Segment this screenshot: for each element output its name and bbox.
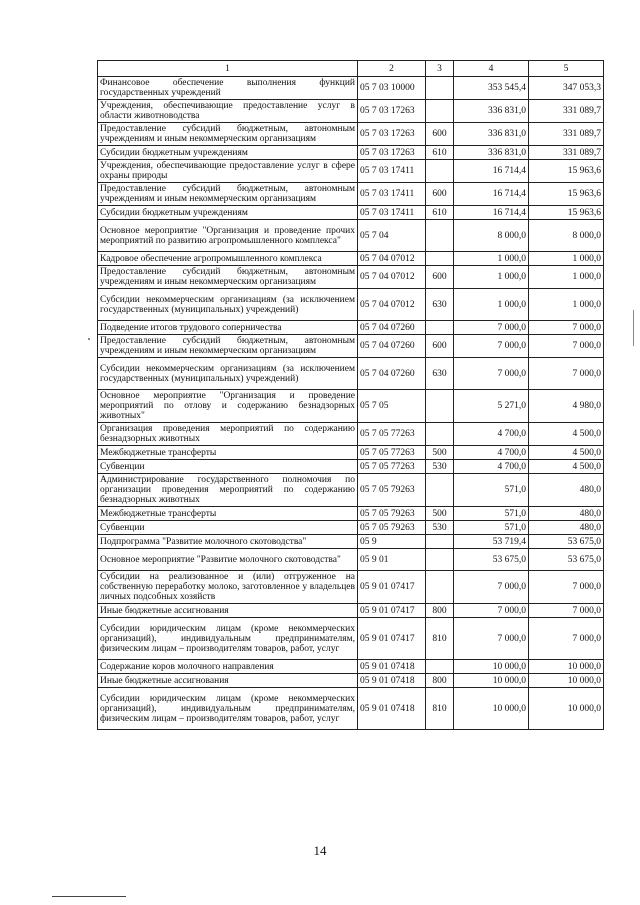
row-name: Учреждения, обеспечивающие предоставление услуг в области животноводства bbox=[98, 100, 358, 123]
row-value-2022: 7 000,0 bbox=[529, 358, 604, 390]
row-name: Субсидии бюджетным учреждениям bbox=[98, 146, 358, 160]
row-value-2021: 7 000,0 bbox=[454, 321, 529, 335]
row-code: 05 9 01 07417 bbox=[358, 604, 426, 618]
row-name: Основное мероприятие "Организация и проведение мероприятий по отлову и содержанию безнадзорных животных" bbox=[98, 390, 358, 423]
row-value-2021: 7 000,0 bbox=[454, 604, 529, 618]
row-name: Межбюджетные трансферты bbox=[98, 446, 358, 460]
row-value-2022: 8 000,0 bbox=[529, 220, 604, 252]
row-value-2021: 4 700,0 bbox=[454, 460, 529, 474]
table-row bbox=[98, 123, 604, 146]
row-value-2022: 7 000,0 bbox=[529, 571, 604, 604]
row-value-2022: 331 089,7 bbox=[529, 146, 604, 160]
table-row bbox=[98, 100, 604, 123]
row-code: 05 7 05 79263 bbox=[358, 474, 426, 507]
row-value-2021: 336 831,0 bbox=[454, 100, 529, 123]
row-value-2021: 16 714,4 bbox=[454, 206, 529, 220]
table-row bbox=[98, 507, 604, 521]
row-name: Организация проведения мероприятий по содержанию безнадзорных животных bbox=[98, 423, 358, 446]
row-code: 05 9 01 07418 bbox=[358, 688, 426, 730]
row-value-2022: 331 089,7 bbox=[529, 123, 604, 146]
row-name: Субсидии юридическим лицам (кроме некоммерческих организаций), индивидуальным предпринимателям, физическим лицам – производителям товаров, работ, услуг bbox=[98, 618, 358, 660]
row-name: Предоставление субсидий бюджетным, автономным учреждениям и иным некоммерческим организациям bbox=[98, 183, 358, 206]
row-value-2021: 53 675,0 bbox=[454, 549, 529, 571]
table-row bbox=[98, 660, 604, 674]
row-code: 05 7 05 77263 bbox=[358, 460, 426, 474]
row-name: Субсидии бюджетным учреждениям bbox=[98, 206, 358, 220]
header-col-4: 4 bbox=[454, 61, 529, 77]
table-row bbox=[98, 252, 604, 266]
row-code: 05 9 01 07417 bbox=[358, 571, 426, 604]
table-row bbox=[98, 289, 604, 321]
row-expense-type bbox=[426, 220, 454, 252]
row-code: 05 9 01 bbox=[358, 549, 426, 571]
row-code: 05 9 01 07418 bbox=[358, 674, 426, 688]
row-code: 05 9 01 07417 bbox=[358, 618, 426, 660]
table-row bbox=[98, 521, 604, 535]
row-code: 05 7 05 79263 bbox=[358, 507, 426, 521]
row-expense-type: 800 bbox=[426, 674, 454, 688]
row-value-2021: 1 000,0 bbox=[454, 266, 529, 289]
table-row bbox=[98, 571, 604, 604]
row-code: 05 7 05 79263 bbox=[358, 521, 426, 535]
row-name: Межбюджетные трансферты bbox=[98, 507, 358, 521]
row-value-2022: 4 980,0 bbox=[529, 390, 604, 423]
row-value-2022: 4 500,0 bbox=[529, 460, 604, 474]
row-value-2021: 7 000,0 bbox=[454, 571, 529, 604]
row-code: 05 7 03 17411 bbox=[358, 160, 426, 183]
row-code: 05 7 04 07012 bbox=[358, 252, 426, 266]
row-value-2022: 1 000,0 bbox=[529, 289, 604, 321]
table-row bbox=[98, 549, 604, 571]
row-code: 05 7 05 77263 bbox=[358, 446, 426, 460]
row-value-2021: 1 000,0 bbox=[454, 289, 529, 321]
row-expense-type bbox=[426, 160, 454, 183]
table-row bbox=[98, 446, 604, 460]
table-header-row bbox=[98, 61, 604, 77]
header-col-5: 5 bbox=[529, 61, 604, 77]
row-code: 05 7 04 07260 bbox=[358, 358, 426, 390]
row-code: 05 7 03 17411 bbox=[358, 206, 426, 220]
row-expense-type: 800 bbox=[426, 604, 454, 618]
row-value-2022: 53 675,0 bbox=[529, 535, 604, 549]
row-value-2021: 4 700,0 bbox=[454, 423, 529, 446]
row-value-2022: 7 000,0 bbox=[529, 604, 604, 618]
row-value-2021: 16 714,4 bbox=[454, 160, 529, 183]
table-row bbox=[98, 460, 604, 474]
row-expense-type bbox=[426, 423, 454, 446]
row-expense-type bbox=[426, 390, 454, 423]
table-row bbox=[98, 160, 604, 183]
row-expense-type: 610 bbox=[426, 206, 454, 220]
row-value-2022: 1 000,0 bbox=[529, 266, 604, 289]
row-value-2022: 480,0 bbox=[529, 521, 604, 535]
row-expense-type bbox=[426, 549, 454, 571]
row-name: Подведение итогов трудового соперничества bbox=[98, 321, 358, 335]
row-name: Предоставление субсидий бюджетным, автономным учреждениям и иным некоммерческим организациям bbox=[98, 123, 358, 146]
row-expense-type bbox=[426, 77, 454, 100]
row-value-2021: 336 831,0 bbox=[454, 146, 529, 160]
row-expense-type bbox=[426, 571, 454, 604]
row-value-2022: 10 000,0 bbox=[529, 674, 604, 688]
row-value-2022: 331 089,7 bbox=[529, 100, 604, 123]
row-value-2022: 10 000,0 bbox=[529, 660, 604, 674]
footer-rule bbox=[52, 896, 126, 897]
row-code: 05 7 04 bbox=[358, 220, 426, 252]
row-value-2021: 336 831,0 bbox=[454, 123, 529, 146]
row-expense-type: 600 bbox=[426, 123, 454, 146]
row-value-2021: 1 000,0 bbox=[454, 252, 529, 266]
row-value-2021: 10 000,0 bbox=[454, 660, 529, 674]
table-row bbox=[98, 335, 604, 358]
row-code: 05 7 05 77263 bbox=[358, 423, 426, 446]
row-value-2021: 4 700,0 bbox=[454, 446, 529, 460]
row-code: 05 7 03 10000 bbox=[358, 77, 426, 100]
row-name: Субвенции bbox=[98, 460, 358, 474]
row-expense-type: 600 bbox=[426, 266, 454, 289]
row-expense-type: 500 bbox=[426, 507, 454, 521]
row-name: Основное мероприятие "Развитие молочного скотоводства" bbox=[98, 549, 358, 571]
row-code: 05 7 05 bbox=[358, 390, 426, 423]
scan-dot bbox=[88, 338, 90, 340]
row-value-2021: 7 000,0 bbox=[454, 335, 529, 358]
row-name: Иные бюджетные ассигнования bbox=[98, 674, 358, 688]
row-value-2021: 571,0 bbox=[454, 521, 529, 535]
row-expense-type: 630 bbox=[426, 358, 454, 390]
row-name: Содержание коров молочного направления bbox=[98, 660, 358, 674]
table-row bbox=[98, 77, 604, 100]
row-expense-type: 610 bbox=[426, 146, 454, 160]
row-name: Основное мероприятие "Организация и проведение прочих мероприятий по развитию агропромышленного комплекса" bbox=[98, 220, 358, 252]
row-value-2021: 7 000,0 bbox=[454, 618, 529, 660]
row-code: 05 7 04 07012 bbox=[358, 289, 426, 321]
row-expense-type bbox=[426, 474, 454, 507]
table-row bbox=[98, 535, 604, 549]
table-row bbox=[98, 321, 604, 335]
table-row bbox=[98, 423, 604, 446]
row-value-2021: 571,0 bbox=[454, 474, 529, 507]
row-value-2022: 480,0 bbox=[529, 474, 604, 507]
row-name: Администрирование государственного полномочия по организации проведения мероприятий по содержанию безнадзорных животных bbox=[98, 474, 358, 507]
row-value-2021: 353 545,4 bbox=[454, 77, 529, 100]
row-value-2022: 480,0 bbox=[529, 507, 604, 521]
row-code: 05 9 bbox=[358, 535, 426, 549]
row-code: 05 9 01 07418 bbox=[358, 660, 426, 674]
row-name: Субсидии на реализованное и (или) отгруженное на собственную переработку молоко, заготовленное у владельцев личных подсобных хозяйств bbox=[98, 571, 358, 604]
row-value-2022: 10 000,0 bbox=[529, 688, 604, 730]
row-expense-type: 630 bbox=[426, 289, 454, 321]
row-value-2022: 7 000,0 bbox=[529, 321, 604, 335]
row-value-2022: 7 000,0 bbox=[529, 335, 604, 358]
row-name: Субсидии некоммерческим организациям (за исключением государственных (муниципальных) учреждений) bbox=[98, 289, 358, 321]
table-row bbox=[98, 390, 604, 423]
row-value-2022: 15 963,6 bbox=[529, 160, 604, 183]
row-name: Субсидии юридическим лицам (кроме некоммерческих организаций), индивидуальным предпринимателям, физическим лицам – производителям товаров, работ, услуг bbox=[98, 688, 358, 730]
row-name: Субсидии некоммерческим организациям (за исключением государственных (муниципальных) учреждений) bbox=[98, 358, 358, 390]
row-code: 05 7 04 07012 bbox=[358, 266, 426, 289]
header-col-3: 3 bbox=[426, 61, 454, 77]
row-value-2022: 1 000,0 bbox=[529, 252, 604, 266]
table-row bbox=[98, 146, 604, 160]
table-row bbox=[98, 220, 604, 252]
row-expense-type bbox=[426, 660, 454, 674]
row-value-2021: 53 719,4 bbox=[454, 535, 529, 549]
table-row bbox=[98, 604, 604, 618]
row-expense-type: 600 bbox=[426, 335, 454, 358]
row-name: Учреждения, обеспечивающие предоставление услуг в сфере охраны природы bbox=[98, 160, 358, 183]
row-name: Финансовое обеспечение выполнения функций государственных учреждений bbox=[98, 77, 358, 100]
row-value-2021: 16 714,4 bbox=[454, 183, 529, 206]
row-name: Субвенции bbox=[98, 521, 358, 535]
row-name: Предоставление субсидий бюджетным, автономным учреждениям и иным некоммерческим организациям bbox=[98, 335, 358, 358]
row-code: 05 7 03 17263 bbox=[358, 123, 426, 146]
row-code: 05 7 03 17263 bbox=[358, 146, 426, 160]
table-row bbox=[98, 474, 604, 507]
table-row bbox=[98, 618, 604, 660]
row-code: 05 7 04 07260 bbox=[358, 321, 426, 335]
budget-table-body bbox=[98, 61, 604, 730]
row-name: Подпрограмма "Развитие молочного скотоводства" bbox=[98, 535, 358, 549]
row-value-2022: 347 053,3 bbox=[529, 77, 604, 100]
row-value-2022: 4 500,0 bbox=[529, 446, 604, 460]
budget-table bbox=[97, 60, 604, 730]
row-value-2022: 4 500,0 bbox=[529, 423, 604, 446]
row-value-2021: 571,0 bbox=[454, 507, 529, 521]
row-value-2022: 7 000,0 bbox=[529, 618, 604, 660]
row-value-2022: 53 675,0 bbox=[529, 549, 604, 571]
row-name: Иные бюджетные ассигнования bbox=[98, 604, 358, 618]
row-value-2022: 15 963,6 bbox=[529, 183, 604, 206]
row-expense-type bbox=[426, 535, 454, 549]
row-code: 05 7 03 17263 bbox=[358, 100, 426, 123]
table-row bbox=[98, 358, 604, 390]
page-number: 14 bbox=[313, 843, 327, 858]
row-expense-type bbox=[426, 252, 454, 266]
row-expense-type: 500 bbox=[426, 446, 454, 460]
row-expense-type: 810 bbox=[426, 688, 454, 730]
row-expense-type: 530 bbox=[426, 521, 454, 535]
row-value-2021: 8 000,0 bbox=[454, 220, 529, 252]
table-row bbox=[98, 674, 604, 688]
row-value-2021: 7 000,0 bbox=[454, 358, 529, 390]
row-name: Кадровое обеспечение агропромышленного комплекса bbox=[98, 252, 358, 266]
row-expense-type: 810 bbox=[426, 618, 454, 660]
row-expense-type: 600 bbox=[426, 183, 454, 206]
row-name: Предоставление субсидий бюджетным, автономным учреждениям и иным некоммерческим организациям bbox=[98, 266, 358, 289]
table-row bbox=[98, 206, 604, 220]
row-value-2021: 10 000,0 bbox=[454, 688, 529, 730]
table-row bbox=[98, 266, 604, 289]
row-value-2022: 15 963,6 bbox=[529, 206, 604, 220]
row-value-2021: 10 000,0 bbox=[454, 674, 529, 688]
scan-mark bbox=[633, 310, 634, 346]
row-code: 05 7 04 07260 bbox=[358, 335, 426, 358]
row-value-2021: 5 271,0 bbox=[454, 390, 529, 423]
header-col-2: 2 bbox=[358, 61, 426, 77]
row-expense-type: 530 bbox=[426, 460, 454, 474]
row-code: 05 7 03 17411 bbox=[358, 183, 426, 206]
table-row bbox=[98, 688, 604, 730]
header-col-1: 1 bbox=[98, 61, 358, 77]
row-expense-type bbox=[426, 100, 454, 123]
row-expense-type bbox=[426, 321, 454, 335]
table-row bbox=[98, 183, 604, 206]
